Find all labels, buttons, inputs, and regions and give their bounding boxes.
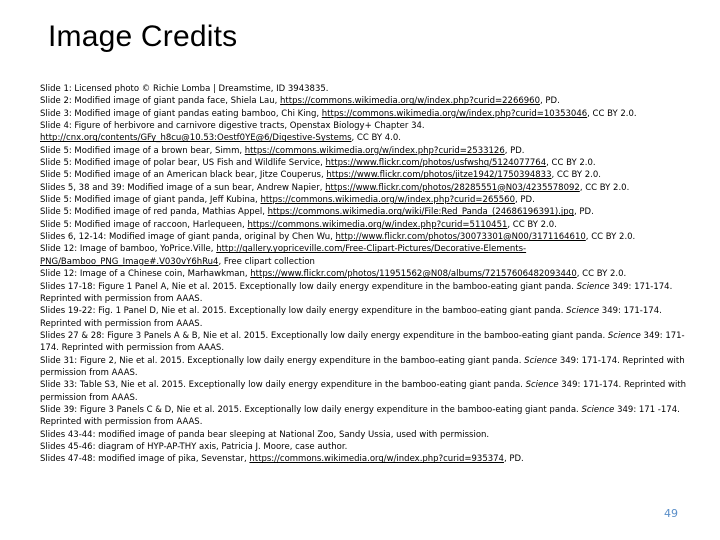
credit-line [40, 194, 690, 206]
credit-text: , CC BY 2.0. [551, 170, 601, 181]
credit-line [40, 305, 690, 330]
credit-line [40, 145, 690, 157]
journal-name: Science [525, 380, 559, 391]
credit-text: Slide 2: Modified image of giant panda face, Shiela Lau, [40, 96, 281, 107]
credit-text: Slide 1: Licensed photo © Richie Lomba | Dreamstime, ID 3943835. [40, 84, 329, 94]
credit-line [40, 441, 690, 453]
credit-text: Slide 33: Table S3, Nie et al. 2015. Exceptionally low daily energy expenditure in the bamboo-eating giant panda. [40, 380, 526, 391]
credit-line [40, 169, 690, 181]
credit-link[interactable]: https://www.flickr.com/photos/jitze1942/1750394833 [326, 170, 552, 181]
credit-link[interactable]: http://cnx.org/contents/GFy_h8cu@10.53:Oestf0YE@6/Digestive-Systems [40, 133, 352, 144]
credit-text: Slides 19-22: Fig. 1 Panel D, Nie et al. 2015. Exceptionally low daily energy expenditure in the bamboo-eating giant panda. [40, 306, 567, 317]
credit-link[interactable]: https://www.flickr.com/photos/28285551@N03/4235578092 [325, 182, 580, 193]
credit-link[interactable]: https://www.flickr.com/photos/usfwshq/5124077764 [325, 158, 547, 169]
journal-name: Science [607, 330, 641, 341]
credit-text: , CC BY 4.0. [351, 133, 401, 144]
credit-text: , CC BY 2.0. [507, 219, 557, 230]
credit-text: Slide 4: Figure of herbivore and carnivore digestive tracts, Openstax Biology+ Chapter 34. [40, 121, 425, 132]
credit-text: Slide 5: Modified image of raccoon, Harlequeen, [40, 219, 248, 230]
credit-text: Slides 45-46: diagram of HYP-AP-THY axis, Patricia J. Moore, case author. [40, 441, 348, 452]
credit-text: Slide 5: Modified image of giant panda, Jeff Kubina, [40, 195, 261, 206]
credit-text: Slide 31: Figure 2, Nie et al. 2015. Exceptionally low daily energy expenditure in the bamboo-eating giant panda. [40, 355, 525, 366]
credit-link[interactable]: https://www.flickr.com/photos/11951562@N08/albums/72157606482093440 [250, 269, 577, 280]
credit-line [40, 404, 690, 429]
credit-text: , Free clipart collection [218, 256, 315, 267]
credit-text: 349: 171-174. Reprinted with permission from AAAS. [40, 281, 673, 304]
credit-text: 349: 171 -174. Reprinted with permission from AAAS. [40, 404, 680, 428]
credit-text: Slides 6, 12-14: Modified image of giant panda, original by Chen Wu, [40, 232, 336, 243]
credit-line [40, 108, 690, 120]
credit-text: , CC BY 2.0. [576, 269, 627, 280]
credit-line [40, 429, 690, 441]
credit-text: Slides 27 & 28: Figure 3 Panels A & B, Nie et al. 2015. Exceptionally low daily energy expenditure in the bamboo-eating giant panda. [40, 330, 608, 341]
credit-line [40, 157, 690, 169]
credit-text: Slide 3: Modified image of giant pandas eating bamboo, Chi King, [40, 108, 322, 119]
journal-name: Science [581, 404, 615, 415]
credit-text: Slide 5: Modified image of polar bear, US Fish and Wildlife Service, [40, 158, 326, 169]
credit-text: , CC BY 2.0. [579, 182, 630, 193]
credit-line [40, 219, 690, 231]
credit-text: , PD. [503, 454, 524, 465]
credit-text: , CC BY 2.0. [546, 158, 596, 169]
credit-text: Slide 12: Image of a Chinese coin, Marhawkman, [40, 269, 251, 280]
journal-name: Science [576, 281, 610, 292]
credit-link[interactable]: https://commons.wikimedia.org/w/index.php?curid=10353046 [321, 108, 588, 119]
journal-name: Science [524, 355, 558, 366]
credit-link[interactable]: http://www.flickr.com/photos/30073301@N00/3171164610 [335, 232, 586, 243]
credit-text: Slide 5: Modified image of a brown bear, Simm, [40, 145, 245, 156]
credit-text: Slide 5: Modified image of red panda, Mathias Appel, [40, 207, 268, 218]
credit-line [40, 182, 690, 194]
credit-text: Slide 5: Modified image of an American black bear, Jitze Couperus, [40, 170, 327, 181]
credit-text: 349: 171-174. Reprinted with permission from AAAS. [40, 355, 685, 378]
credit-text: Slide 39: Figure 3 Panels C & D, Nie et al. 2015. Exceptionally low daily energy expenditure in the bamboo-eating giant panda. [40, 404, 582, 415]
credit-text: 349: 171-174. Reprinted with permission from AAAS. [40, 306, 662, 329]
credit-text: Slides 17-18: Figure 1 Panel A, Nie et al. 2015. Exceptionally low daily energy expenditure in the bamboo-eating giant panda. [40, 281, 577, 292]
credit-line [40, 120, 690, 145]
credit-text: 349: 171-174. Reprinted with permission from AAAS. [40, 380, 687, 403]
credit-line [40, 83, 690, 95]
credit-link[interactable]: https://commons.wikimedia.org/w/index.php?curid=265560 [260, 195, 515, 206]
credit-text: , PD. [504, 145, 525, 156]
credit-text: , PD. [574, 207, 594, 218]
page-number: 49 [664, 507, 678, 520]
credit-text: , PD. [515, 195, 535, 206]
credit-link[interactable]: https://commons.wikimedia.org/w/index.php?curid=5110451 [247, 219, 508, 230]
credit-link[interactable]: https://commons.wikimedia.org/w/index.php?curid=2533126 [244, 145, 505, 156]
credit-link[interactable]: https://commons.wikimedia.org/wiki/File:Red_Panda_(24686196391).jpg [267, 207, 574, 218]
credit-text: Slides 43-44: modified image of panda bear sleeping at National Zoo, Sandy Ussia, used with permission. [40, 429, 490, 440]
journal-name: Science [566, 306, 600, 317]
credit-text: , CC BY 2.0. [585, 232, 636, 243]
credit-text: Slide 12: Image of bamboo, YoPrice.Ville, [40, 244, 217, 255]
credit-link[interactable]: https://commons.wikimedia.org/w/index.php?curid=935374 [249, 454, 504, 465]
credit-line [40, 206, 690, 218]
credit-line [40, 243, 690, 268]
credit-text: Slides 5, 38 and 39: Modified image of a sun bear, Andrew Napier, [40, 182, 326, 193]
credits-list [40, 83, 690, 466]
credit-line [40, 281, 690, 306]
credit-line [40, 355, 690, 380]
credit-line [40, 231, 690, 243]
credit-line [40, 330, 690, 355]
credit-text: 349: 171-174. Reprinted with permission from AAAS. [40, 330, 685, 354]
credit-link[interactable]: http://gallery.yopriceville.com/Free-Clipart-Pictures/Decorative-Elements-PNG/Bamboo_PNG_Image#.V030vY6hRu4 [40, 244, 527, 267]
credit-text: , PD. [540, 96, 560, 107]
credit-line [40, 268, 690, 280]
credit-text: Slides 47-48: modified image of pika, Sevenstar, [40, 454, 250, 465]
credit-text: , CC BY 2.0. [587, 108, 637, 119]
page-title: Image Credits [48, 20, 238, 53]
credit-line [40, 453, 690, 465]
credit-line [40, 95, 690, 107]
credit-line [40, 379, 690, 404]
credit-link[interactable]: https://commons.wikimedia.org/w/index.php?curid=2266960 [280, 96, 540, 107]
